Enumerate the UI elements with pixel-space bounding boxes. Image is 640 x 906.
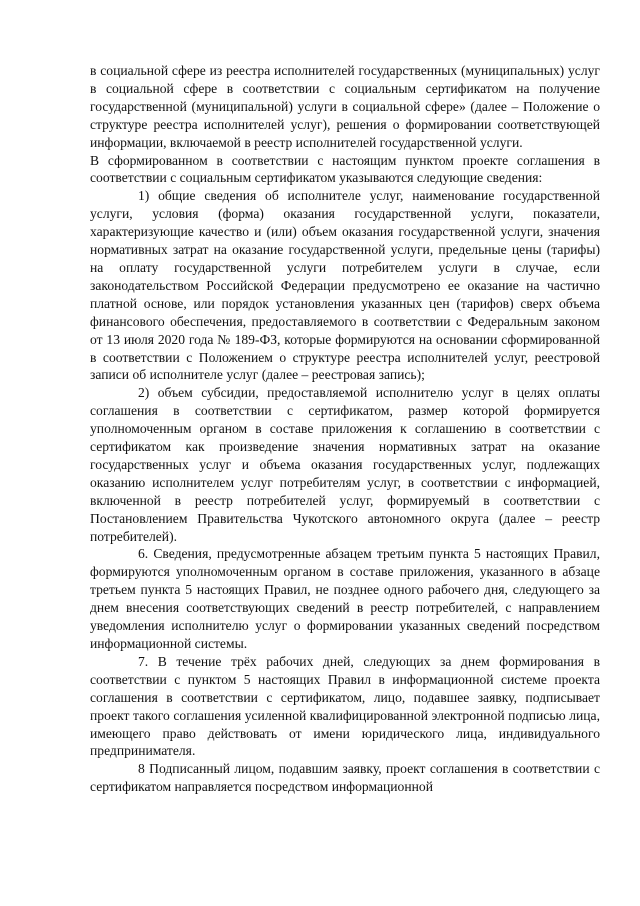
paragraph-section-6: 6. Сведения, предусмотренные абзацем третьим пункта 5 настоящих Правил, формируются уполномоченным органом в составе приложения, указанного в абзаце третьем пункта 5 настоящих Правил, не позднее одного рабочего дня, следующего за днем внесения соответствующих сведений в реестр потребителей, с направлением уведомления исполнителю услуг о формировании указанных сведений посредством информационной системы.	[90, 546, 600, 651]
paragraph-project-intro: В сформированном в соответствии с настоящим пунктом проекте соглашения в соответствии с социальным сертификатом указываются следующие сведения:	[90, 152, 600, 186]
paragraph-continuation: в социальной сфере из реестра исполнителей государственных (муниципальных) услуг в социальной сфере в соответствии с социальным сертификатом на получение государственной (муниципальной) услуги в социальной сфере» (далее – Положение о структуре реестра исполнителей услуг), решения о формировании соответствующей информации, включаемой в реестр исполнителей государственной услуги.	[90, 63, 600, 150]
paragraph-section-7: 7. В течение трёх рабочих дней, следующих за днем формирования в соответствии с пунктом 5 настоящих Правил в информационной системе проекта соглашения в соответствии с сертификатом, лицо, подавшее заявку, подписывает проект такого соглашения усиленной квалифицированной электронной подписью лица, имеющего право действовать от имени юридического лица, индивидуального предпринимателя.	[90, 653, 600, 759]
paragraph-section-8: 8 Подписанный лицом, подавшим заявку, проект соглашения в соответствии с сертификатом направляется посредством информационной	[90, 761, 600, 795]
document-body	[90, 62, 600, 796]
paragraph-item-1: 1) общие сведения об исполнителе услуг, наименование государственной услуги, условия (форма) оказания государственной услуги, показатели, характеризующие качество и (или) объем оказания государственной услуги, значения нормативных затрат на оказание государственной услуги, предельные цены (тарифы) на оплату государственной услуги потребителем услуги в случае, если законодательством Российской Федерации предусмотрено ее оказание на частично платной основе, или порядок установления указанных цен (тарифов) сверх объема финансового обеспечения, предоставляемого в соответствии с Федеральным законом от 13 июля 2020 года № 189-ФЗ, которые формируются на основании сформированной в соответствии с Положением о структуре реестра исполнителей услуг, реестровой записи об исполнителе услуг (далее – реестровая запись);	[90, 188, 600, 383]
paragraph-item-2: 2) объем субсидии, предоставляемой исполнителю услуг в целях оплаты соглашения в соответствии с сертификатом, размер которой формируется уполномоченным органом в составе приложения к соглашению в соответствии с сертификатом как произведение значения нормативных затрат на оказание государственных услуг и объема оказания государственных услуг, подлежащих оказанию исполнителем услуг потребителям услуг, в соответствии с информацией, включенной в реестр потребителей услуг, формируемый в соответствии с Постановлением Правительства Чукотского автономного округа (далее – реестр потребителей).	[90, 385, 600, 544]
